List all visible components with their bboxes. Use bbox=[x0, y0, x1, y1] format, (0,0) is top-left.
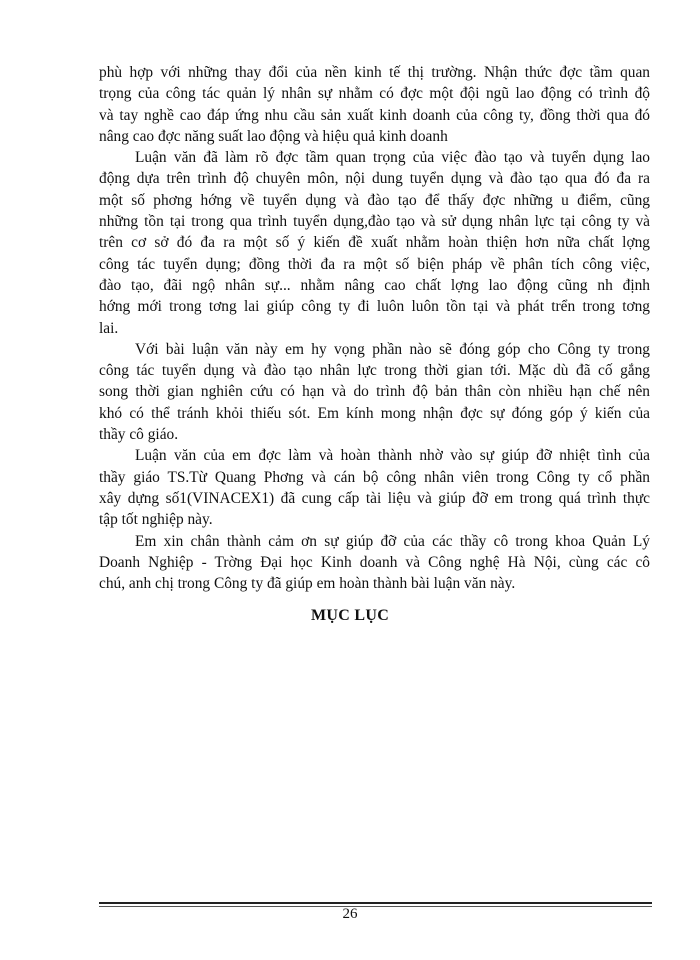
text-line: Doanh Nghiệp - Trờng Đại học Kinh doanh và Công nghệ Hà Nội, cùng các cô bbox=[99, 553, 650, 571]
body-text bbox=[99, 62, 650, 594]
text-line: tập tốt nghiệp này. bbox=[99, 511, 213, 529]
text-line: khó có thể tránh khỏi thiếu sót. Em kính mong nhận đợc sự đóng góp ý kiến của bbox=[99, 404, 650, 422]
text-line: đào tạo, đãi ngộ nhân sự... nhằm nâng cao chất lợng lao động cũng nh định bbox=[99, 276, 650, 294]
text-line: chú, anh chị trong Công ty đã giúp em hoàn thành bài luận văn này. bbox=[99, 575, 516, 593]
text-line: thầy giáo TS.Từ Quang Phơng và cán bộ công nhân viên trong Công ty cổ phần bbox=[99, 468, 650, 486]
section-heading: MỤC LỤC bbox=[310, 607, 390, 624]
text-line: Với bài luận văn này em hy vọng phần nào sẽ đóng góp cho Công ty trong bbox=[135, 340, 650, 358]
text-line: nâng cao đợc năng suất lao động và hiệu quả kinh doanh bbox=[99, 127, 448, 145]
text-line: động dựa trên trình độ chuyên môn, nội dung tuyển dụng và đào tạo qua đó đa ra bbox=[99, 170, 650, 188]
text-line: Luận văn của em đợc làm và hoàn thành nhờ vào sự giúp đỡ nhiệt tình của bbox=[135, 447, 650, 465]
text-line: công tác tuyển dụng; đồng thời đa ra một số biện pháp về phân tích công việc, bbox=[99, 255, 650, 273]
text-line: song thời gian nghiên cứu có hạn và do trình độ bản thân còn nhiều hạn chế nên bbox=[99, 383, 650, 401]
text-line: phù hợp với những thay đổi của nền kinh tế thị trường. Nhận thức đợc tầm quan bbox=[99, 64, 650, 81]
text-line: trọng của công tác quản lý nhân sự nhằm có đợc một đội ngũ lao động có trình độ bbox=[99, 85, 650, 103]
text-line: công tác tuyển dụng và đào tạo nhân lực trong thời gian tới. Mặc dù đã cố gắng bbox=[99, 362, 650, 380]
text-line: một số phơng hớng về tuyển dụng và đào tạo để thấy đợc những u điểm, cũng bbox=[99, 191, 650, 209]
text-line: và tay nghề cao đáp ứng nhu cầu sản xuất kinh doanh của công ty, đồng thời qua đó bbox=[99, 106, 650, 124]
footer-rule bbox=[99, 902, 652, 904]
text-line: xây dựng số1(VINACEX1) đã cung cấp tài liệu và giúp đỡ em trong quá trình thực bbox=[99, 489, 650, 507]
text-line: hớng mới trong tơng lai giúp công ty đi luôn luôn tồn tại và phát trển trong tơng bbox=[99, 298, 650, 316]
text-line: lai. bbox=[99, 319, 119, 337]
text-line: những tồn tại trong qua trình tuyển dụng,đào tạo và sử dụng nhân lực tại công ty và bbox=[99, 213, 650, 231]
text-line: Luận văn đã làm rõ đợc tầm quan trọng của việc đào tạo và tuyển dụng lao bbox=[135, 149, 650, 167]
page-number: 26 bbox=[342, 906, 358, 922]
text-line: trên cơ sở đó đa ra một số ý kiến đề xuất nhằm hoàn thiện hơn nữa chất lợng bbox=[99, 234, 650, 252]
text-line: Em xin chân thành cảm ơn sự giúp đỡ của các thầy cô trong khoa Quản Lý bbox=[135, 532, 650, 550]
text-line: thầy cô giáo. bbox=[99, 426, 179, 444]
